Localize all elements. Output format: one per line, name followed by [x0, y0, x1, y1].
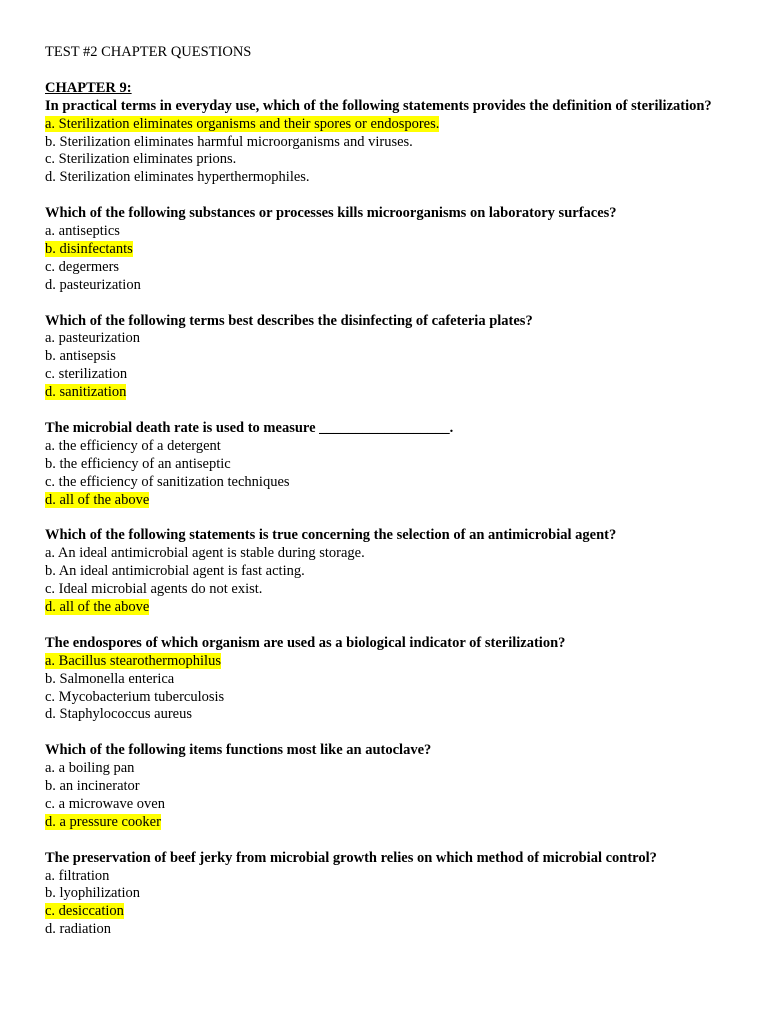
- answer-option: [45, 903, 745, 921]
- answer-option: [45, 706, 745, 724]
- question-stem: The microbial death rate is used to measure __________________.: [45, 419, 454, 436]
- answer-options: [45, 760, 745, 832]
- question-stem: Which of the following terms best describes the disinfecting of cafeteria plates?: [45, 312, 533, 329]
- answer-option: [45, 581, 745, 599]
- chapter-heading: CHAPTER 9:: [45, 79, 132, 96]
- answer-option-text: c. sterilization: [45, 366, 128, 383]
- answer-option: [45, 492, 745, 510]
- answer-option-text: c. degermers: [45, 258, 120, 275]
- answer-options: [45, 330, 745, 402]
- answer-option: [45, 259, 745, 277]
- answer-option-text: d. Sterilization eliminates hyperthermophiles.: [45, 169, 310, 186]
- highlighted-answer: a. Sterilization eliminates organisms and their spores or endospores.: [45, 115, 440, 132]
- answer-option: [45, 456, 745, 474]
- answer-options: [45, 653, 745, 725]
- answer-option: [45, 671, 745, 689]
- highlighted-answer: d. sanitization: [45, 384, 127, 401]
- question-block: [45, 635, 745, 725]
- answer-option-text: b. An ideal antimicrobial agent is fast acting.: [45, 563, 305, 580]
- highlighted-answer: d. a pressure cooker: [45, 813, 161, 830]
- answer-option-text: b. Sterilization eliminates harmful microorganisms and viruses.: [45, 133, 413, 150]
- answer-options: [45, 116, 745, 188]
- question-stem: The preservation of beef jerky from microbial growth relies on which method of microbial control?: [45, 849, 657, 866]
- question-list: [45, 98, 745, 939]
- answer-option: [45, 689, 745, 707]
- answer-option-text: c. Ideal microbial agents do not exist.: [45, 581, 263, 598]
- highlighted-answer: b. disinfectants: [45, 240, 133, 257]
- answer-option: [45, 151, 745, 169]
- answer-option: [45, 599, 745, 617]
- question-stem: The endospores of which organism are used as a biological indicator of sterilization?: [45, 634, 566, 651]
- answer-option: [45, 348, 745, 366]
- answer-options: [45, 223, 745, 295]
- answer-option-text: a. filtration: [45, 867, 110, 884]
- question-block: [45, 205, 745, 295]
- answer-options: [45, 438, 745, 510]
- answer-option-text: a. a boiling pan: [45, 760, 135, 777]
- answer-option-text: b. the efficiency of an antiseptic: [45, 455, 231, 472]
- answer-option: [45, 366, 745, 384]
- answer-option: [45, 760, 745, 778]
- question-stem: Which of the following items functions most like an autoclave?: [45, 742, 432, 759]
- highlighted-answer: d. all of the above: [45, 491, 150, 508]
- answer-option-text: b. lyophilization: [45, 885, 141, 902]
- answer-option: [45, 653, 745, 671]
- answer-option-text: c. a microwave oven: [45, 795, 165, 812]
- answer-option: [45, 223, 745, 241]
- question-block: [45, 850, 745, 940]
- highlighted-answer: a. Bacillus stearothermophilus: [45, 652, 221, 669]
- question-stem: In practical terms in everyday use, which of the following statements provides the definition of sterilization?: [45, 97, 712, 114]
- answer-option-text: b. antisepsis: [45, 348, 116, 365]
- answer-option: [45, 868, 745, 886]
- answer-option-text: a. An ideal antimicrobial agent is stable during storage.: [45, 545, 365, 562]
- answer-option: [45, 277, 745, 295]
- answer-option-text: d. pasteurization: [45, 276, 141, 293]
- question-stem: Which of the following substances or processes kills microorganisms on laboratory surfaces?: [45, 205, 617, 222]
- answer-option-text: c. Mycobacterium tuberculosis: [45, 688, 225, 705]
- answer-option-text: d. Staphylococcus aureus: [45, 706, 192, 723]
- answer-option: [45, 169, 745, 187]
- answer-option-text: a. the efficiency of a detergent: [45, 437, 221, 454]
- question-block: [45, 420, 745, 510]
- answer-option: [45, 885, 745, 903]
- answer-option: [45, 814, 745, 832]
- answer-option: [45, 116, 745, 134]
- answer-option: [45, 921, 745, 939]
- answer-option: [45, 545, 745, 563]
- answer-options: [45, 868, 745, 940]
- answer-option-text: b. Salmonella enterica: [45, 670, 175, 687]
- answer-option: [45, 134, 745, 152]
- answer-option-text: c. Sterilization eliminates prions.: [45, 151, 237, 168]
- question-block: [45, 313, 745, 403]
- answer-option: [45, 330, 745, 348]
- document-title: TEST #2 CHAPTER QUESTIONS: [45, 44, 252, 60]
- answer-option-text: b. an incinerator: [45, 778, 140, 795]
- question-block: [45, 98, 745, 188]
- answer-option: [45, 474, 745, 492]
- answer-option-text: a. antiseptics: [45, 223, 120, 240]
- answer-option-text: a. pasteurization: [45, 330, 141, 347]
- highlighted-answer: d. all of the above: [45, 599, 150, 616]
- answer-option-text: d. radiation: [45, 921, 112, 938]
- question-block: [45, 742, 745, 832]
- answer-option: [45, 563, 745, 581]
- question-block: [45, 527, 745, 617]
- question-stem: Which of the following statements is true concerning the selection of an antimicrobial agent?: [45, 527, 617, 544]
- answer-option: [45, 778, 745, 796]
- answer-option: [45, 384, 745, 402]
- answer-option-text: c. the efficiency of sanitization techniques: [45, 473, 290, 490]
- answer-options: [45, 545, 745, 617]
- answer-option: [45, 796, 745, 814]
- answer-option: [45, 438, 745, 456]
- document-page: [45, 44, 745, 957]
- answer-option: [45, 241, 745, 259]
- highlighted-answer: c. desiccation: [45, 903, 124, 920]
